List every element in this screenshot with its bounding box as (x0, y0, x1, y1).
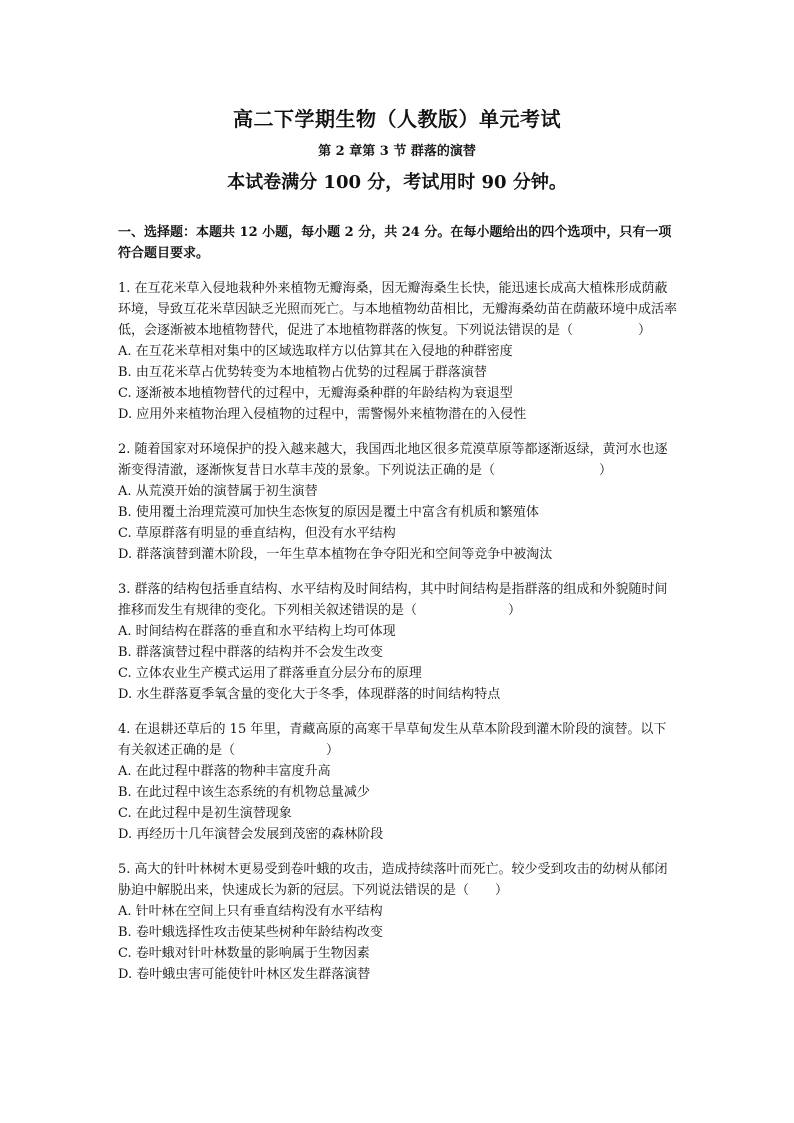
option-b: B. 由互花米草占优势转变为本地植物占优势的过程属于群落演替 (118, 365, 487, 380)
section-heading: 一、选择题：本题共 12 小题，每小题 2 分，共 24 分。在每小题给出的四个选项中，只有一项符合题目要求。 (118, 225, 672, 261)
score-time-line: 本试卷满分 100 分，考试用时 90 分钟。 (227, 172, 567, 193)
question-4 (118, 719, 678, 845)
option-a: A. 从荒漠开始的演替属于初生演替 (118, 484, 318, 499)
option-b: B. 使用覆土治理荒漠可加快生态恢复的原因是覆土中富含有机质和繁殖体 (118, 505, 539, 520)
option-c: C. 逐渐被本地植物替代的过程中，无瓣海桑种群的年龄结构为衰退型 (118, 386, 513, 401)
exam-title: 高二下学期生物（人教版）单元考试 (233, 107, 561, 131)
option-c: C. 草原群落有明显的垂直结构，但没有水平结构 (118, 526, 396, 541)
question-3 (118, 579, 678, 705)
question-stem: 3. 群落的结构包括垂直结构、水平结构及时间结构，其中时间结构是指群落的组成和外貌随时间推移而发生有规律的变化。下列相关叙述错误的是（ ） (118, 582, 668, 618)
option-a: A. 在互花米草相对集中的区域选取样方以估算其在入侵地的种群密度 (118, 344, 513, 359)
question-stem: 2. 随着国家对环境保护的投入越来越大，我国西北地区很多荒漠草原等都逐渐返绿，黄河水也逐渐变得清澈，逐渐恢复昔日水草丰茂的景象。下列说法正确的是（ ） (118, 442, 668, 478)
option-b: B. 在此过程中该生态系统的有机物总量减少 (118, 785, 370, 800)
option-a: A. 在此过程中群落的物种丰富度升高 (118, 764, 331, 779)
option-a: A. 时间结构在群落的垂直和水平结构上均可体现 (118, 624, 396, 639)
question-1 (118, 278, 678, 425)
option-a: A. 针叶林在空间上只有垂直结构没有水平结构 (118, 904, 383, 919)
question-stem: 4. 在退耕还草后的 15 年里，青藏高原的高寒干旱草甸发生从草本阶段到灌木阶段的演替。以下有关叙述正确的是（ ） (118, 722, 667, 758)
question-stem: 1. 在互花米草入侵地栽种外来植物无瓣海桑，因无瓣海桑生长快，能迅速长成高大植株形成荫蔽环境，导致互花米草因缺乏光照而死亡。与本地植物幼苗相比，无瓣海桑幼苗在荫蔽环境中成活率低，会逐渐被本地植物替代，促进了本地植物群落的恢复。下列说法错误的是（ ） (118, 281, 678, 338)
question-stem: 5. 高大的针叶林树木更易受到卷叶蛾的攻击，造成持续落叶而死亡。较少受到攻击的幼树从郁闭胁迫中解脱出来，快速成长为新的冠层。下列说法错误的是（ ） (118, 862, 668, 898)
option-d: D. 卷叶蛾虫害可能使针叶林区发生群落演替 (118, 967, 371, 982)
option-c: C. 卷叶蛾对针叶林数量的影响属于生物因素 (118, 946, 370, 961)
exam-content (118, 222, 678, 985)
option-d: D. 水生群落夏季氧含量的变化大于冬季，体现群落的时间结构特点 (118, 687, 501, 702)
option-d: D. 群落演替到灌木阶段，一年生草本植物在争夺阳光和空间等竞争中被淘汰 (118, 547, 553, 562)
option-d: D. 再经历十几年演替会发展到茂密的森林阶段 (118, 827, 384, 842)
option-b: B. 群落演替过程中群落的结构并不会发生改变 (118, 645, 383, 660)
option-d: D. 应用外来植物治理入侵植物的过程中，需警惕外来植物潜在的入侵性 (118, 407, 527, 422)
question-5 (118, 859, 678, 985)
chapter-subtitle: 第 2 章第 3 节 群落的演替 (318, 144, 476, 159)
question-2 (118, 439, 678, 565)
option-b: B. 卷叶蛾选择性攻击使某些树种年龄结构改变 (118, 925, 383, 940)
option-c: C. 立体农业生产模式运用了群落垂直分层分布的原理 (118, 666, 422, 681)
option-c: C. 在此过程中是初生演替现象 (118, 806, 292, 821)
